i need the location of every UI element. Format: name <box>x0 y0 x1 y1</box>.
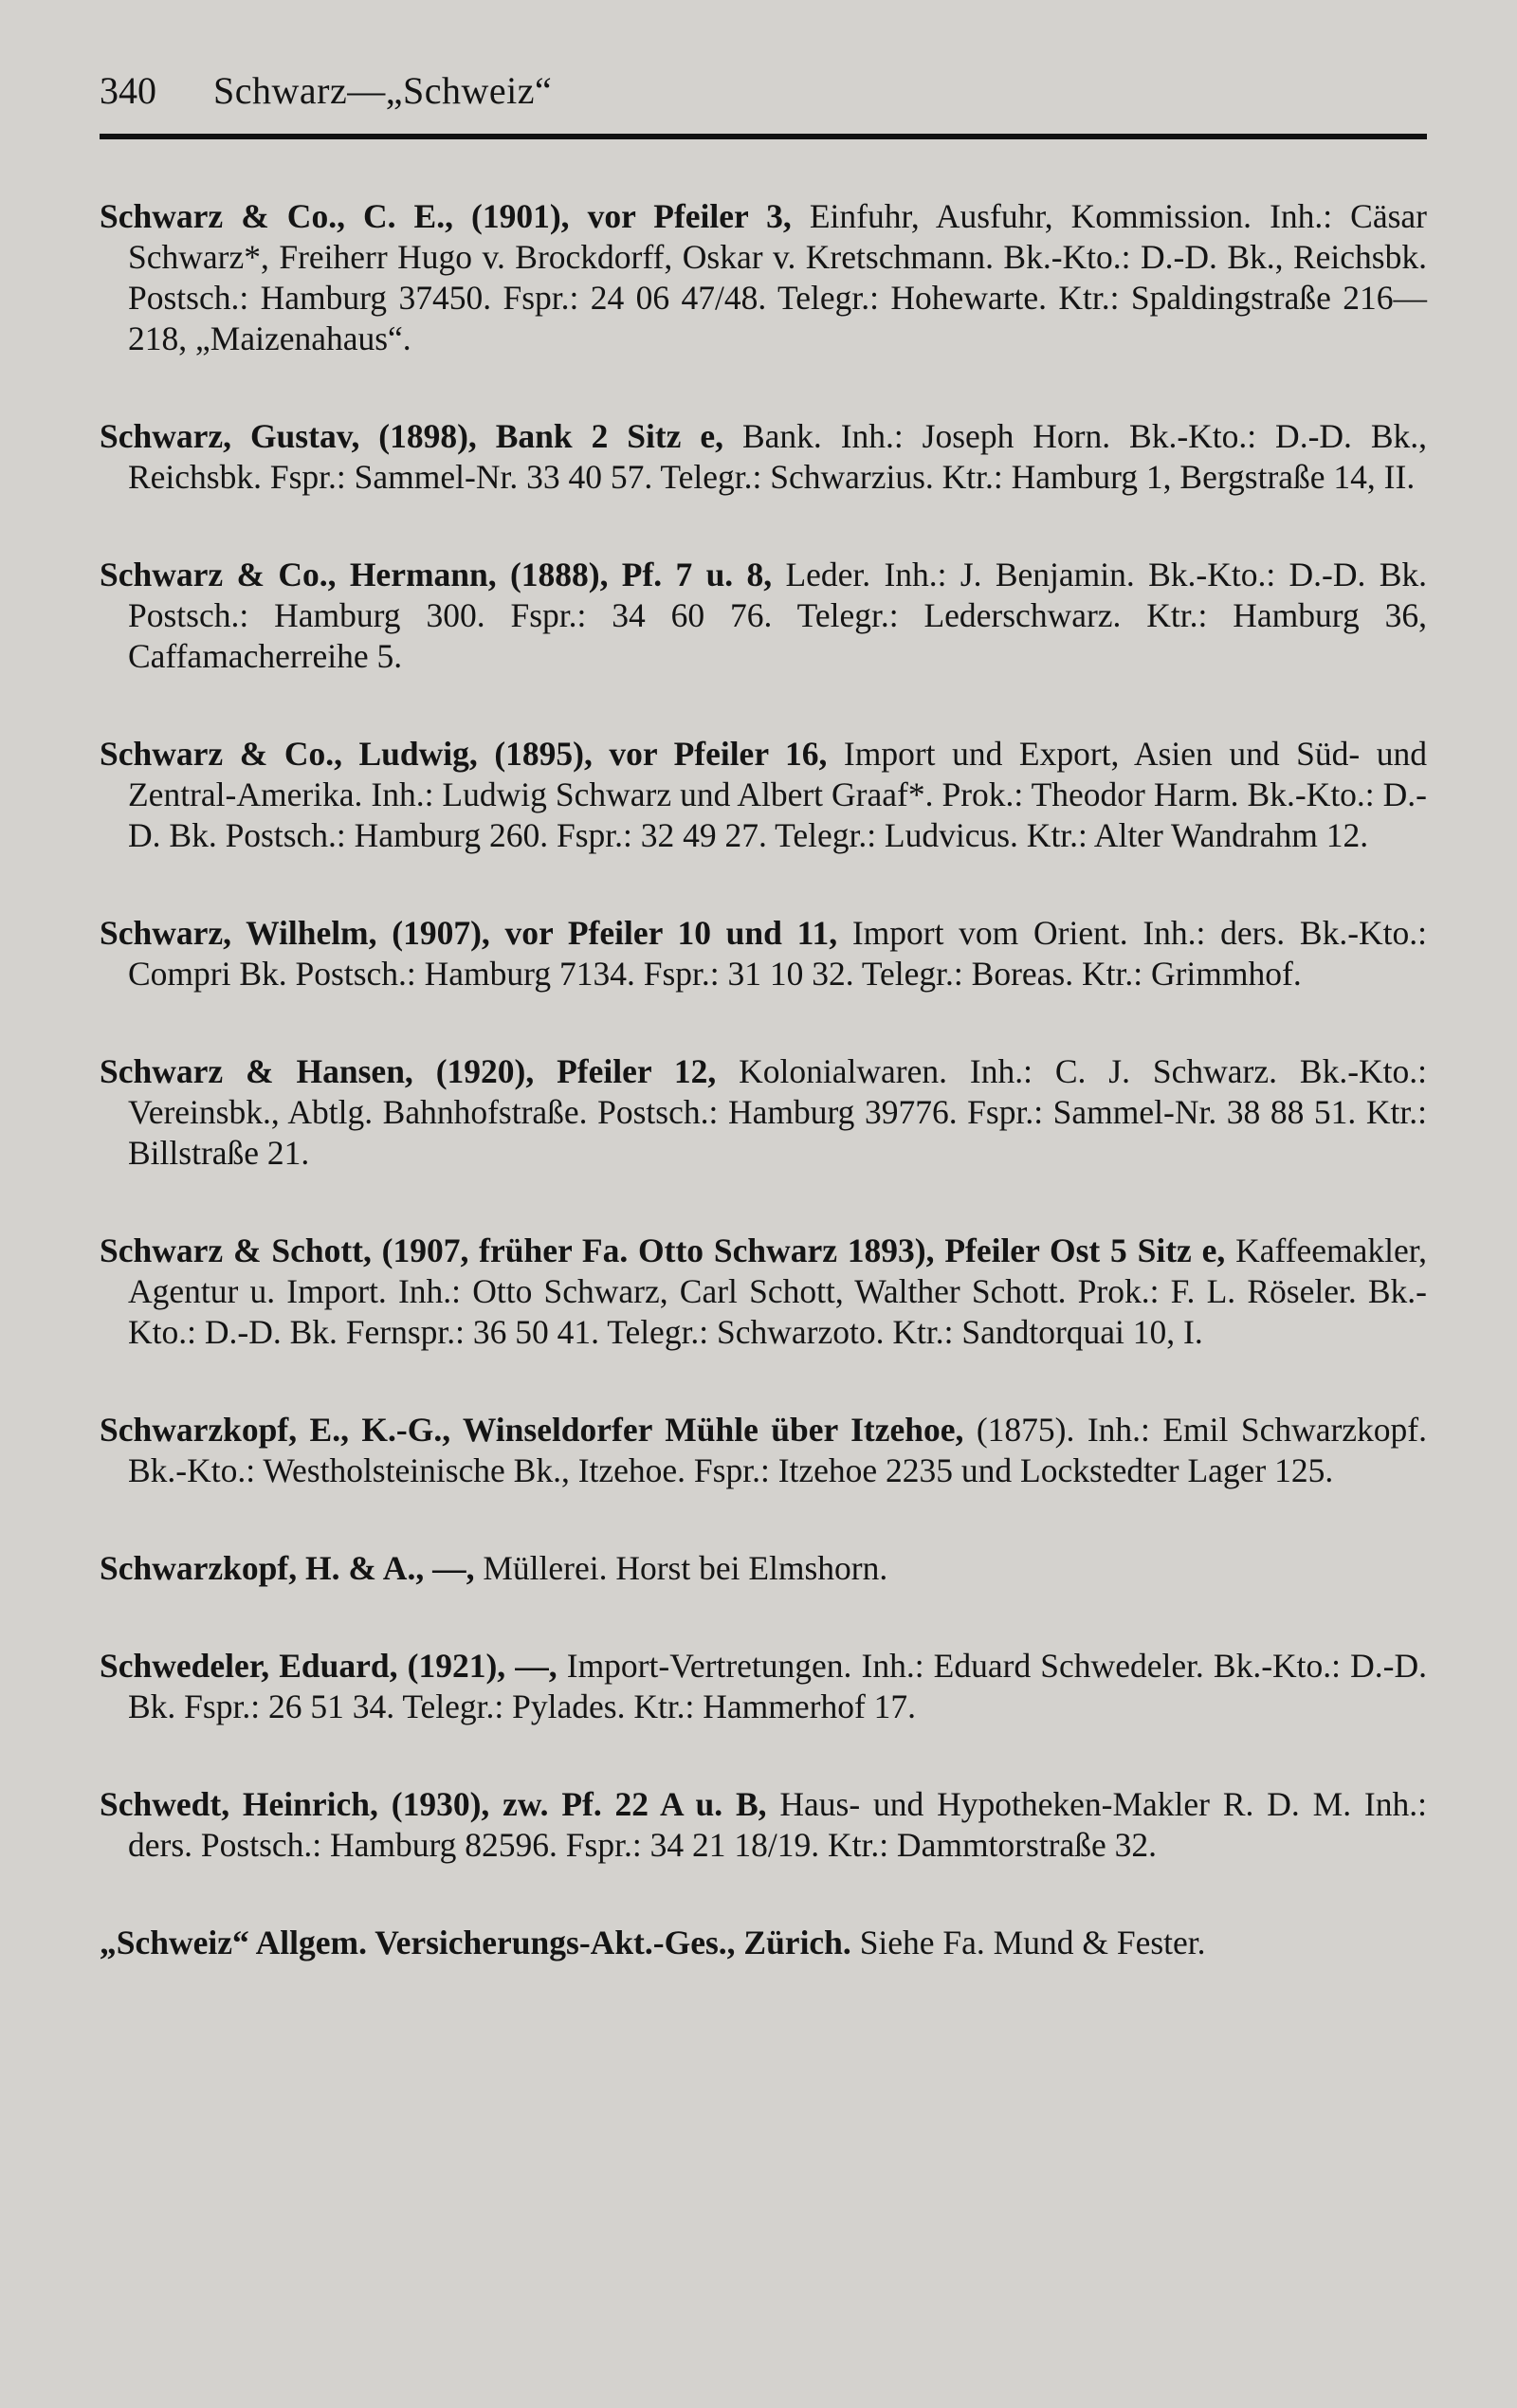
directory-entry <box>100 1548 1427 1589</box>
entry-list <box>100 196 1427 1963</box>
entry-text: Kolonialwaren. Inh.: C. J. Schwarz. Bk.-Kto.: Vereinsbk., Abtlg. Bahnhofstraße. Postsch.: Hamburg 39776. Fspr.: Sammel-Nr. 38 88 51. Ktr.: Billstraße 21. <box>128 1052 1428 1172</box>
directory-entry <box>100 555 1427 677</box>
directory-entry <box>100 1923 1427 1963</box>
entry-text: Leder. Inh.: J. Benjamin. Bk.-Kto.: D.-D. Bk. Postsch.: Hamburg 300. Fspr.: 34 60 76. Telegr.: Lederschwarz. Ktr.: Hamburg 36, Caffamacherreihe 5. <box>128 556 1428 675</box>
directory-entry <box>100 1410 1427 1491</box>
entry-name: Schwarz & Co., C. E., (1901), vor Pfeiler 3, <box>100 197 792 235</box>
entry-name: Schwarz & Schott, (1907, früher Fa. Otto Schwarz 1893), Pfeiler Ost 5 Sitz e, <box>100 1231 1226 1269</box>
entry-name: Schwarz & Hansen, (1920), Pfeiler 12, <box>100 1052 717 1090</box>
directory-entry <box>100 1231 1427 1353</box>
entry-text: Bank. Inh.: Joseph Horn. Bk.-Kto.: D.-D. Bk., Reichsbk. Fspr.: Sammel-Nr. 33 40 57. Telegr.: Schwarzius. Ktr.: Hamburg 1, Bergstraße 14, II. <box>128 417 1428 496</box>
directory-entry <box>100 734 1427 856</box>
entry-name: Schwedt, Heinrich, (1930), zw. Pf. 22 A u. B, <box>100 1785 767 1823</box>
entry-text: Siehe Fa. Mund & Fester. <box>859 1924 1206 1961</box>
header-rule <box>100 134 1427 139</box>
directory-entry <box>100 196 1427 359</box>
entry-name: Schwarzkopf, E., K.-G., Winseldorfer Mühle über Itzehoe, <box>100 1411 964 1449</box>
page-number: 340 <box>100 69 156 112</box>
entry-text: Import vom Orient. Inh.: ders. Bk.-Kto.: Compri Bk. Postsch.: Hamburg 7134. Fspr.: 31 10 32. Telegr.: Boreas. Ktr.: Grimmhof. <box>128 914 1428 993</box>
entry-name: Schwarz, Wilhelm, (1907), vor Pfeiler 10 und 11, <box>100 914 838 952</box>
directory-entry <box>100 1051 1427 1174</box>
entry-text: Kaffeemakler, Agentur u. Import. Inh.: Otto Schwarz, Carl Schott, Walther Schott. Prok.: F. L. Röseler. Bk.-Kto.: D.-D. Bk. Fernspr.: 36 50 41. Telegr.: Schwarzoto. Ktr.: Sandtorquai 10, I. <box>128 1231 1427 1351</box>
page-header <box>100 68 1427 113</box>
entry-name: Schwarz & Co., Ludwig, (1895), vor Pfeiler 16, <box>100 735 828 773</box>
entry-text: Einfuhr, Ausfuhr, Kommission. Inh.: Cäsar Schwarz*, Freiherr Hugo v. Brockdorff, Oskar v. Kretschmann. Bk.-Kto.: D.-D. Bk., Reichsbk. Postsch.: Hamburg 37450. Fspr.: 24 06 47/48. Telegr.: Hohewarte. Ktr.: Spaldingstraße 216—218, „Maizenahaus“. <box>128 197 1427 357</box>
directory-entry <box>100 1784 1427 1866</box>
entry-text: Import-Vertretungen. Inh.: Eduard Schwedeler. Bk.-Kto.: D.-D. Bk. Fspr.: 26 51 34. Telegr.: Pylades. Ktr.: Hammerhof 17. <box>128 1647 1427 1725</box>
entry-name: Schwedeler, Eduard, (1921), —, <box>100 1647 557 1685</box>
entry-text: Haus- und Hypotheken-Makler R. D. M. Inh.: ders. Postsch.: Hamburg 82596. Fspr.: 34 21 18/19. Ktr.: Dammtorstraße 32. <box>128 1785 1427 1864</box>
directory-entry <box>100 913 1427 994</box>
entry-name: Schwarzkopf, H. & A., —, <box>100 1549 475 1587</box>
entry-text: (1875). Inh.: Emil Schwarzkopf. Bk.-Kto.: Westholsteinische Bk., Itzehoe. Fspr.: Itzehoe 2235 und Lockstedter Lager 125. <box>128 1411 1427 1489</box>
entry-name: „Schweiz“ Allgem. Versicherungs-Akt.-Ges., Zürich. <box>100 1924 851 1961</box>
running-title: Schwarz—„Schweiz“ <box>213 69 553 112</box>
entry-text: Import und Export, Asien und Süd- und Zentral-Amerika. Inh.: Ludwig Schwarz und Albert Graaf*. Prok.: Theodor Harm. Bk.-Kto.: D.-D. Bk. Postsch.: Hamburg 260. Fspr.: 32 49 27. Telegr.: Ludvicus. Ktr.: Alter Wandrahm 12. <box>128 735 1428 854</box>
directory-entry <box>100 416 1427 498</box>
entry-text: Müllerei. Horst bei Elmshorn. <box>483 1549 888 1587</box>
directory-entry <box>100 1646 1427 1727</box>
entry-name: Schwarz, Gustav, (1898), Bank 2 Sitz e, <box>100 417 724 455</box>
entry-name: Schwarz & Co., Hermann, (1888), Pf. 7 u. 8, <box>100 556 773 593</box>
